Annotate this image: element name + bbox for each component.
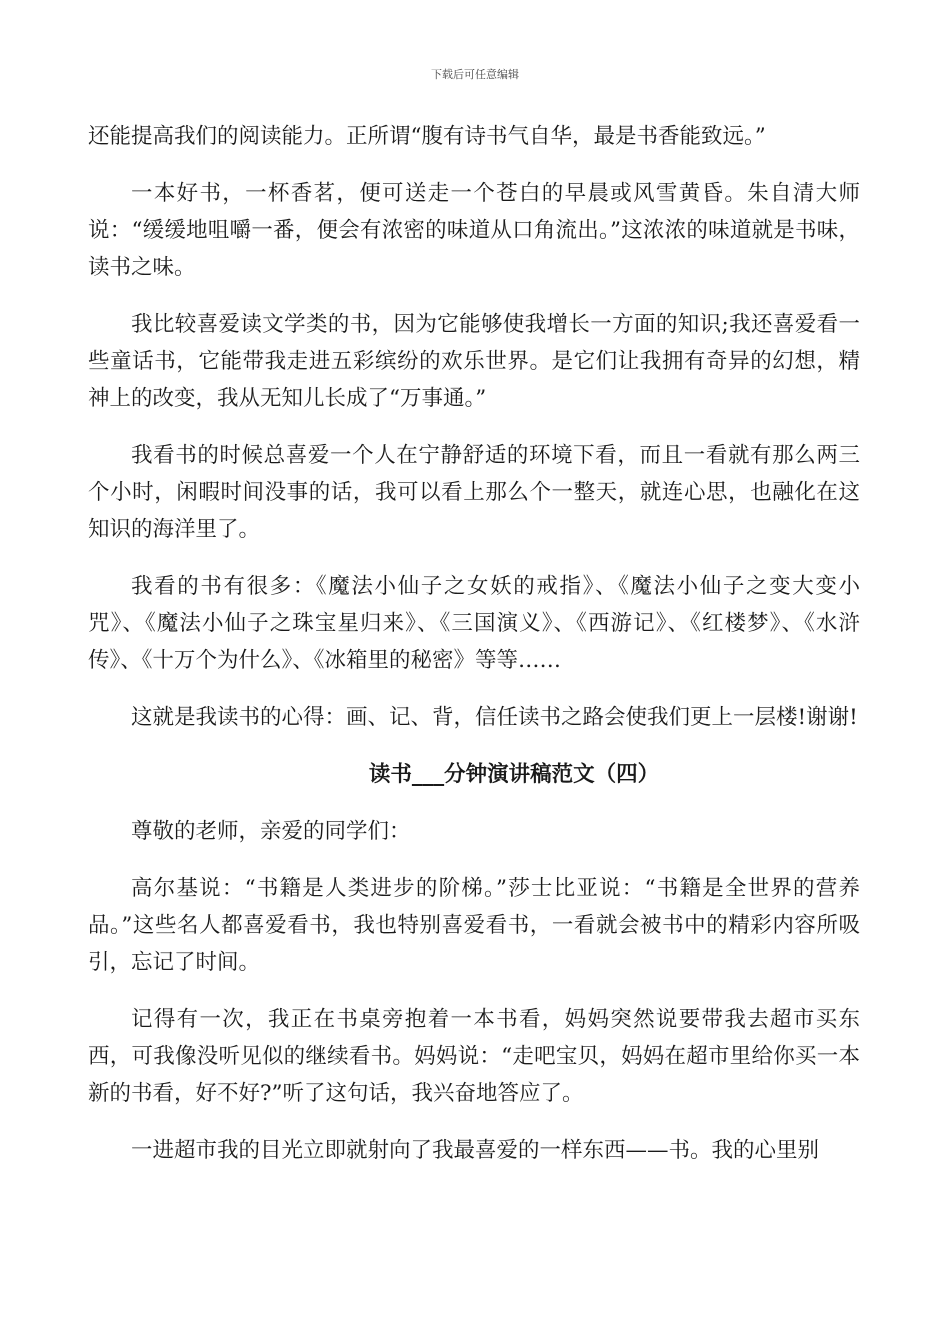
paragraph: 我比较喜爱读文学类的书，因为它能够使我增长一方面的知识;我还喜爱看一些童话书，它能带我走进五彩缤纷的欢乐世界。是它们让我拥有奇异的幻想，精神上的改变，我从无知儿长成了“万事通。” bbox=[88, 312, 860, 411]
page-header: 下载后可任意编辑 bbox=[431, 68, 519, 81]
paragraph: 我看书的时候总喜爱一个人在宁静舒适的环境下看，而且一看就有那么两三个小时，闲暇时间没事的话，我可以看上那么个一整天，就连心思，也融化在这知识的海洋里了。 bbox=[88, 443, 860, 542]
section-title: 读书___分钟演讲稿范文（四） bbox=[368, 762, 660, 787]
paragraph: 这就是我读书的心得：画、记、背，信任读书之路会使我们更上一层楼!谢谢! bbox=[131, 705, 858, 730]
paragraph: 我看的书有很多：《魔法小仙子之女妖的戒指》、《魔法小仙子之变大变小咒》、《魔法小仙子之珠宝星归来》、《三国演义》、《西游记》、《红楼梦》、《水浒传》、《十万个为什么》、《冰箱里的秘密》等等…… bbox=[88, 574, 860, 673]
document-body bbox=[88, 118, 860, 1189]
paragraph: 高尔基说：“书籍是人类进步的阶梯。”莎士比亚说：“书籍是全世界的营养品。”这些名人都喜爱看书，我也特别喜爱看书，一看就会被书中的精彩内容所吸引，忘记了时间。 bbox=[88, 876, 860, 975]
paragraph: 一进超市我的目光立即就射向了我最喜爱的一样东西——书。我的心里别 bbox=[131, 1138, 820, 1163]
paragraph: 记得有一次，我正在书桌旁抱着一本书看，妈妈突然说要带我去超市买东西，可我像没听见似的继续看书。妈妈说：“走吧宝贝，妈妈在超市里给你买一本新的书看，好不好?”听了这句话，我兴奋地答应了。 bbox=[88, 1007, 860, 1106]
salutation: 尊敬的老师，亲爱的同学们： bbox=[131, 819, 411, 844]
paragraph: 还能提高我们的阅读能力。正所谓“腹有诗书气自华，最是书香能致远。” bbox=[88, 124, 766, 149]
paragraph: 一本好书，一杯香茗，便可送走一个苍白的早晨或风雪黄昏。朱自清大师说：“缓缓地咀嚼一番，便会有浓密的味道从口角流出。”这浓浓的味道就是书味，读书之味。 bbox=[88, 181, 860, 280]
